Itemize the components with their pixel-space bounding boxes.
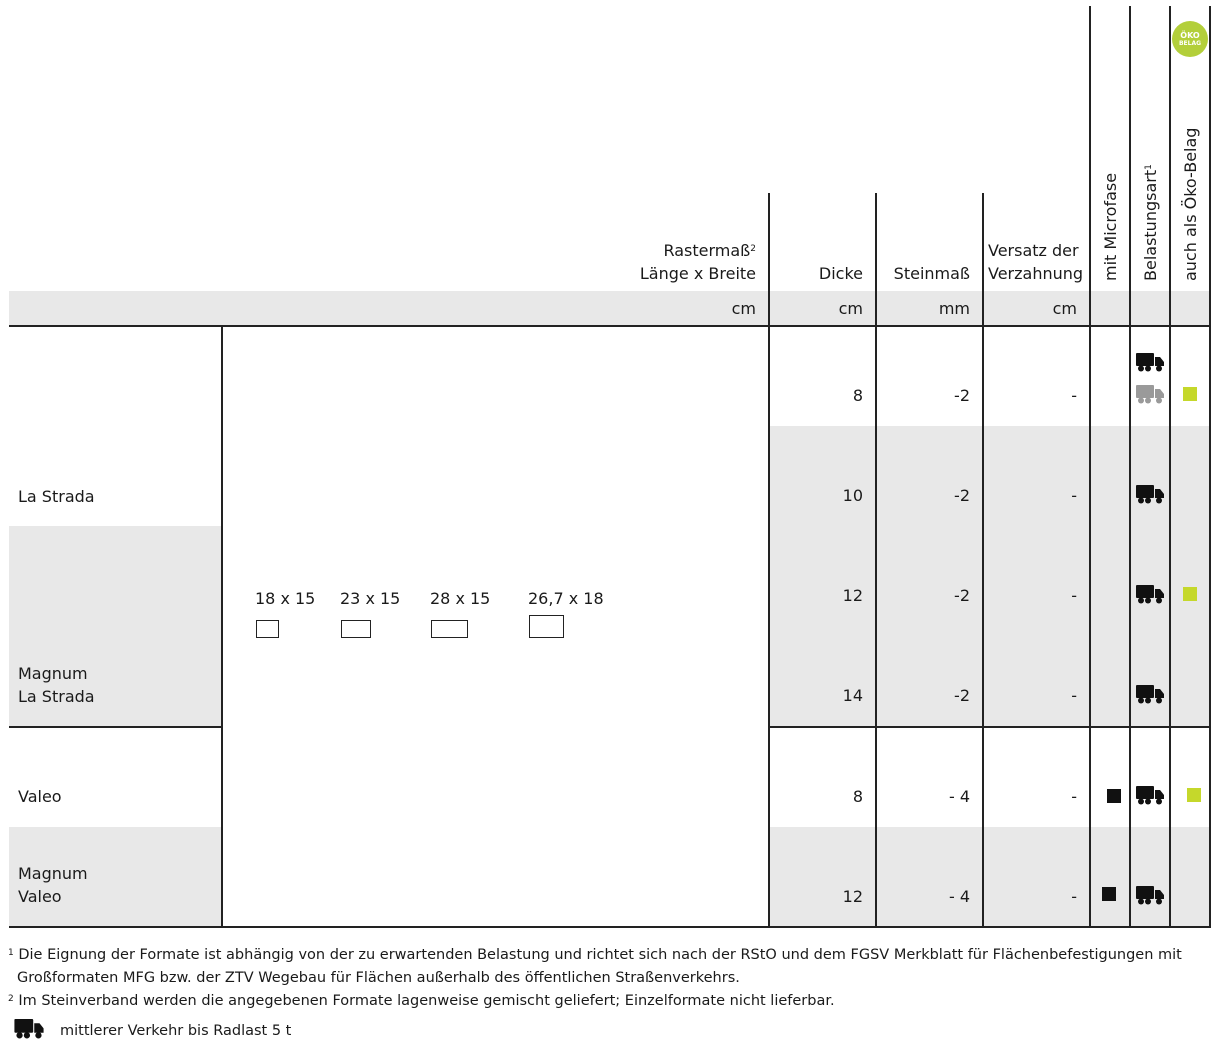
format-label: 23 x 15 xyxy=(340,589,401,608)
product-valeo: Valeo xyxy=(18,787,62,806)
format-shape-23x15 xyxy=(341,620,371,638)
col-line-dicke xyxy=(875,193,877,927)
col-line-product xyxy=(221,326,223,927)
oeko-belag-logo xyxy=(1172,21,1208,57)
row-steinmass: -2 xyxy=(954,586,970,605)
microfase-marker xyxy=(1107,789,1121,803)
product-la-strada: La Strada xyxy=(18,487,95,506)
oeko-belag-marker xyxy=(1183,587,1197,601)
col-line-belastung xyxy=(1169,6,1171,927)
row-versatz: - xyxy=(1071,486,1077,505)
header-belastungsart: Belastungsart$^1$ xyxy=(1141,164,1160,281)
header-versatz-line2: Verzahnung xyxy=(988,264,1084,283)
legend-truck-icon xyxy=(14,1018,44,1039)
row-steinmass: - 4 xyxy=(948,787,970,806)
format-shape-28x15 xyxy=(431,620,468,638)
row-versatz: - xyxy=(1071,686,1077,705)
unit-rastermass: cm xyxy=(731,299,756,318)
row-dicke: 14 xyxy=(842,686,863,705)
unit-steinmass: mm xyxy=(938,299,970,318)
col-line-versatz xyxy=(1089,6,1091,927)
row-steinmass: -2 xyxy=(954,686,970,705)
row-versatz: - xyxy=(1071,787,1077,806)
row-dicke: 10 xyxy=(842,486,863,505)
unit-dicke: cm xyxy=(838,299,863,318)
microfase-marker xyxy=(1102,887,1116,901)
oeko-logo-text-2: BELAG xyxy=(1178,40,1202,47)
truck-icon xyxy=(1136,352,1164,372)
truck-icon xyxy=(1136,885,1164,905)
truck-icon xyxy=(1136,684,1164,704)
group-divider-line xyxy=(9,726,222,728)
header-laenge-breite: Länge x Breite xyxy=(639,264,756,283)
truck-icon xyxy=(1136,384,1164,404)
row-versatz: - xyxy=(1071,586,1077,605)
row-dicke: 12 xyxy=(842,586,863,605)
row-steinmass: - 4 xyxy=(948,887,970,906)
oeko-logo-text-1: ÖKO xyxy=(1180,31,1200,40)
format-shape-18x15 xyxy=(256,620,279,638)
format-label: 18 x 15 xyxy=(255,589,316,608)
footnote-2: $^2$ Im Steinverband werden die angegebenen Formate lagenweise gemischt geliefert; Einzelformate nicht lieferbar. xyxy=(8,993,835,1009)
row-versatz: - xyxy=(1071,386,1077,405)
row-versatz: - xyxy=(1071,887,1077,906)
header-steinmass: Steinmaß xyxy=(893,264,970,283)
footnote-1-line-2: Großformaten MFG bzw. der ZTV Wegebau für Flächen außerhalb des öffentlichen Straßenverkehrs. xyxy=(17,970,740,986)
legend-truck-text: mittlerer Verkehr bis Radlast 5 t xyxy=(60,1023,292,1039)
col-line-microfase xyxy=(1129,6,1131,927)
col-line-right xyxy=(1209,6,1211,927)
product-magnum-la-strada-2: La Strada xyxy=(18,687,95,706)
header-bottom-line xyxy=(9,325,1211,327)
truck-icon xyxy=(1136,484,1164,504)
oeko-belag-marker xyxy=(1183,387,1197,401)
row-steinmass: -2 xyxy=(954,386,970,405)
table-bottom-line xyxy=(9,926,1211,928)
truck-icon xyxy=(1136,584,1164,604)
row-dicke: 8 xyxy=(852,386,863,405)
product-magnum-valeo-1: Magnum xyxy=(18,864,88,883)
header-oeko-belag: auch als Öko-Belag xyxy=(1181,127,1200,281)
header-versatz-line1: Versatz der xyxy=(988,241,1079,260)
product-magnum-valeo-2: Valeo xyxy=(18,887,62,906)
footnote-1-line-1: $^1$ Die Eignung der Formate ist abhängig von der zu erwartenden Belastung und richtet sich nach der RStO und dem FGSV Merkblatt für Flächenbefestigungen mit xyxy=(8,947,1182,963)
truck-icon xyxy=(1136,785,1164,805)
group-divider-line-data xyxy=(769,726,1211,728)
col-line-rastermass xyxy=(768,193,770,927)
format-label: 26,7 x 18 xyxy=(528,589,604,608)
format-shape-26-7x18 xyxy=(529,615,564,638)
row-dicke: 12 xyxy=(842,887,863,906)
format-label: 28 x 15 xyxy=(430,589,491,608)
magnum-valeo-data-band xyxy=(769,827,1210,927)
row-dicke: 8 xyxy=(852,787,863,806)
row-band-10 xyxy=(769,426,1210,726)
product-magnum-la-strada-1: Magnum xyxy=(18,664,88,683)
row-steinmass: -2 xyxy=(954,486,970,505)
header-microfase: mit Microfase xyxy=(1101,172,1120,281)
header-rastermass: Rastermaß$^2$ xyxy=(663,241,756,260)
col-line-steinmass xyxy=(982,193,984,927)
oeko-belag-marker xyxy=(1187,788,1201,802)
header-dicke: Dicke xyxy=(818,264,863,283)
unit-versatz: cm xyxy=(1052,299,1077,318)
